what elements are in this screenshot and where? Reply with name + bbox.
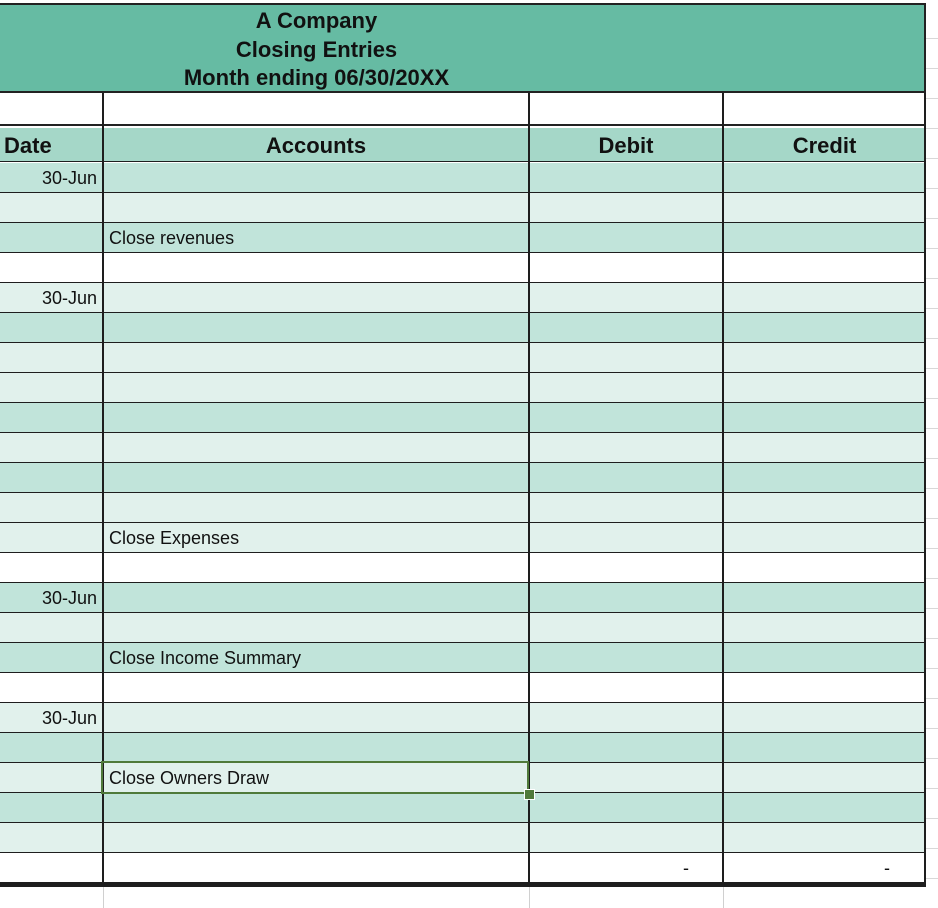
column-header-credit[interactable]: Credit: [792, 133, 857, 158]
account-cell[interactable]: [103, 583, 529, 612]
column-divider: [102, 93, 104, 885]
company-name: A Company: [255, 8, 378, 33]
date-cell[interactable]: [0, 253, 103, 282]
credit-cell[interactable]: [723, 283, 926, 312]
account-cell[interactable]: [103, 193, 529, 222]
credit-cell[interactable]: [723, 403, 926, 432]
credit-cell[interactable]: [723, 553, 926, 582]
date-cell[interactable]: [0, 433, 103, 462]
grid-line: [723, 887, 724, 908]
account-cell[interactable]: [103, 823, 529, 852]
account-cell[interactable]: [103, 403, 529, 432]
table-row: [0, 493, 926, 523]
credit-cell[interactable]: [723, 763, 926, 792]
debit-cell[interactable]: [529, 223, 723, 252]
debit-cell[interactable]: [529, 793, 723, 822]
date-cell[interactable]: [0, 343, 103, 372]
grid-line: [926, 158, 938, 159]
date-cell[interactable]: [0, 793, 103, 822]
table-row: [0, 343, 926, 373]
credit-cell[interactable]: [723, 493, 926, 522]
grid-line: [926, 68, 938, 69]
grid-line: [926, 548, 938, 549]
table-row: [0, 433, 926, 463]
credit-cell[interactable]: [723, 583, 926, 612]
table-row: [0, 223, 926, 253]
debit-cell[interactable]: [529, 373, 723, 402]
grid-line: [103, 887, 104, 908]
table-row: [0, 313, 926, 343]
grid-line: [926, 218, 938, 219]
grid-line: [926, 188, 938, 189]
account-cell[interactable]: [103, 283, 529, 312]
account-cell[interactable]: [103, 463, 529, 492]
table-row: [0, 163, 926, 193]
spacer-row[interactable]: [0, 93, 926, 126]
column-divider: [528, 93, 530, 885]
grid-line: [926, 728, 938, 729]
grid-line: [926, 98, 938, 99]
date-cell[interactable]: [0, 373, 103, 402]
debit-cell[interactable]: [529, 733, 723, 762]
credit-cell[interactable]: -: [884, 858, 890, 878]
column-header-date[interactable]: Date: [4, 133, 52, 158]
grid-line: [926, 608, 938, 609]
account-cell[interactable]: [103, 163, 529, 192]
date-cell[interactable]: [0, 493, 103, 522]
credit-cell[interactable]: [723, 823, 926, 852]
grid-line: [926, 428, 938, 429]
grid-line: [926, 398, 938, 399]
grid-line: [926, 698, 938, 699]
column-header-debit[interactable]: Debit: [598, 133, 654, 158]
account-cell[interactable]: [103, 343, 529, 372]
account-cell[interactable]: [103, 703, 529, 732]
date-cell[interactable]: [0, 853, 103, 882]
account-cell[interactable]: [103, 853, 529, 882]
account-cell[interactable]: [103, 253, 529, 282]
credit-cell[interactable]: [723, 223, 926, 252]
grid-line: [926, 128, 938, 129]
grid-line: [926, 278, 938, 279]
grid-line: [926, 458, 938, 459]
grid-line: [926, 638, 938, 639]
debit-cell[interactable]: [529, 643, 723, 672]
credit-cell[interactable]: [723, 163, 926, 192]
table-row: [0, 193, 926, 223]
column-divider: [924, 93, 926, 885]
date-cell[interactable]: [0, 643, 103, 672]
grid-line: [926, 818, 938, 819]
debit-cell[interactable]: [529, 763, 723, 792]
debit-cell[interactable]: [529, 403, 723, 432]
account-cell[interactable]: [103, 613, 529, 642]
table-row: [0, 253, 926, 283]
account-cell[interactable]: [103, 313, 529, 342]
debit-cell[interactable]: [529, 583, 723, 612]
account-cell[interactable]: [103, 493, 529, 522]
date-cell[interactable]: [0, 403, 103, 432]
credit-cell[interactable]: [723, 373, 926, 402]
grid-line: [926, 488, 938, 489]
date-cell[interactable]: [0, 463, 103, 492]
grid-line: [926, 518, 938, 519]
account-cell[interactable]: Close revenues: [109, 228, 235, 248]
grid-line: [926, 338, 938, 339]
date-cell[interactable]: 30-Jun: [41, 168, 97, 188]
account-cell[interactable]: [103, 733, 529, 762]
debit-cell[interactable]: [529, 523, 723, 552]
credit-cell[interactable]: [723, 643, 926, 672]
column-header-accounts[interactable]: Accounts: [265, 133, 367, 158]
credit-cell[interactable]: [723, 793, 926, 822]
date-cell[interactable]: [0, 673, 103, 702]
debit-cell[interactable]: -: [683, 858, 689, 878]
table-row: [0, 283, 926, 313]
table-row: [0, 373, 926, 403]
fill-handle[interactable]: [524, 789, 535, 800]
account-cell[interactable]: Close Income Summary: [109, 648, 302, 668]
grid-line: [926, 758, 938, 759]
credit-cell[interactable]: [723, 253, 926, 282]
debit-cell[interactable]: [529, 283, 723, 312]
credit-cell[interactable]: [723, 433, 926, 462]
debit-cell[interactable]: [529, 433, 723, 462]
grid-line: [926, 38, 938, 39]
table-row: [0, 403, 926, 433]
credit-cell[interactable]: [723, 733, 926, 762]
table-row: [0, 823, 926, 853]
grid-line: [926, 248, 938, 249]
debit-cell[interactable]: [529, 193, 723, 222]
credit-cell[interactable]: [723, 523, 926, 552]
account-cell[interactable]: [103, 433, 529, 462]
grid-line: [926, 848, 938, 849]
column-divider: [722, 93, 724, 885]
date-cell[interactable]: [0, 733, 103, 762]
date-cell[interactable]: [0, 313, 103, 342]
account-cell[interactable]: [103, 373, 529, 402]
table-row: [0, 673, 926, 703]
date-cell[interactable]: [0, 193, 103, 222]
account-cell[interactable]: [103, 553, 529, 582]
grid-line: [926, 368, 938, 369]
date-cell[interactable]: [0, 553, 103, 582]
debit-cell[interactable]: [529, 823, 723, 852]
table-row: [0, 613, 926, 643]
debit-cell[interactable]: [529, 673, 723, 702]
table-row: [0, 523, 926, 553]
table-row: [0, 853, 926, 883]
column-header-row: [0, 128, 926, 162]
account-cell[interactable]: [103, 673, 529, 702]
debit-cell[interactable]: [529, 703, 723, 732]
debit-cell[interactable]: [529, 493, 723, 522]
date-cell[interactable]: 30-Jun: [41, 708, 97, 728]
debit-cell[interactable]: [529, 343, 723, 372]
table-row: [0, 793, 926, 823]
table-row: [0, 583, 926, 613]
date-cell[interactable]: [0, 223, 103, 252]
date-cell[interactable]: [0, 613, 103, 642]
credit-cell[interactable]: [723, 703, 926, 732]
table-row: [0, 733, 926, 763]
grid-line: [926, 788, 938, 789]
debit-cell[interactable]: [529, 313, 723, 342]
grid-line: [926, 578, 938, 579]
grid-line: [529, 887, 530, 908]
account-cell[interactable]: [103, 793, 529, 822]
credit-cell[interactable]: [723, 673, 926, 702]
debit-cell[interactable]: [529, 163, 723, 192]
table-row: [0, 763, 926, 793]
date-cell[interactable]: [0, 523, 103, 552]
account-cell[interactable]: Close Owners Draw: [109, 768, 270, 788]
credit-cell[interactable]: [723, 343, 926, 372]
report-header: [0, 3, 926, 93]
report-title: Closing Entries: [235, 37, 398, 62]
debit-cell[interactable]: [529, 253, 723, 282]
grid-line: [926, 878, 938, 879]
credit-cell[interactable]: [723, 463, 926, 492]
date-cell[interactable]: [0, 763, 103, 792]
date-cell[interactable]: 30-Jun: [41, 288, 97, 308]
report-period: Month ending 06/30/20XX: [183, 65, 450, 90]
credit-cell[interactable]: [723, 313, 926, 342]
table-row: [0, 643, 926, 673]
date-cell[interactable]: 30-Jun: [41, 588, 97, 608]
table-bottom-border: [0, 883, 926, 887]
account-cell[interactable]: Close Expenses: [109, 528, 240, 548]
date-cell[interactable]: [0, 823, 103, 852]
table-row: [0, 463, 926, 493]
grid-line: [926, 668, 938, 669]
grid-line: [926, 308, 938, 309]
credit-cell[interactable]: [723, 613, 926, 642]
table-row: [0, 703, 926, 733]
debit-cell[interactable]: [529, 553, 723, 582]
table-row: [0, 553, 926, 583]
debit-cell[interactable]: [529, 613, 723, 642]
credit-cell[interactable]: [723, 193, 926, 222]
debit-cell[interactable]: [529, 463, 723, 492]
